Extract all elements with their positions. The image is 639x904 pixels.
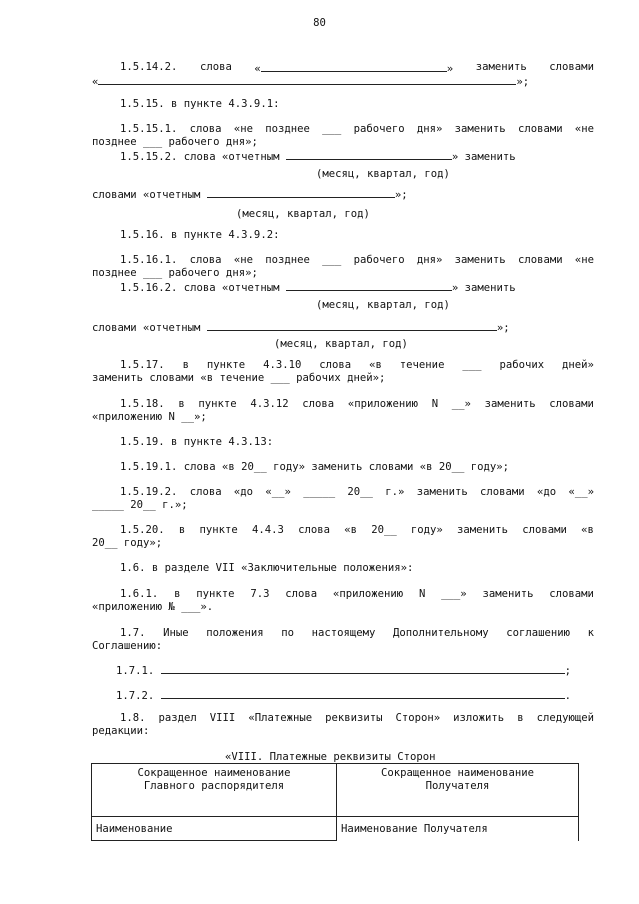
w: рабочего <box>353 254 405 266</box>
clause-1-5-20 <box>120 524 594 536</box>
text: » заменить <box>451 151 516 163</box>
w: слова <box>189 123 222 135</box>
w: 1.5.19.2. <box>120 486 178 498</box>
w: «не <box>233 123 253 135</box>
w: «__» <box>265 486 291 498</box>
w: слова <box>189 254 222 266</box>
clause-number: 1.7.1. <box>116 665 155 677</box>
w: словами <box>517 254 563 266</box>
text: ; <box>564 665 572 677</box>
clause-1-8-line2: редакции: <box>92 725 150 737</box>
w: «в <box>369 359 382 371</box>
blank-line <box>207 320 497 331</box>
clause-1-7-2 <box>116 688 571 702</box>
w: 1.7. <box>120 627 146 639</box>
w: 1.5.17. <box>120 359 165 371</box>
text: 1.5.16.2. слова «отчетным <box>120 282 280 294</box>
w: N <box>431 398 439 410</box>
w: пункте <box>206 359 246 371</box>
w: VIII <box>209 712 236 724</box>
w: в <box>517 712 524 724</box>
clause-1-5-14-2-continuation <box>92 74 529 88</box>
w: 1.5.15.1. <box>120 123 178 135</box>
header-recipient: Сокращенное наименование Получателя <box>337 764 579 817</box>
clause-1-5-19-2 <box>120 486 594 498</box>
w: к <box>587 627 594 639</box>
blank-line <box>98 74 516 85</box>
table-row <box>92 817 579 841</box>
w: в <box>182 359 189 371</box>
w: заменить <box>457 524 509 536</box>
word: заменить <box>475 61 527 73</box>
clause-1-5-16-2 <box>120 280 516 294</box>
clause-1-5-17 <box>120 359 594 371</box>
w: дней» <box>562 359 594 371</box>
clause-1-5-15: 1.5.15. в пункте 4.3.9.1: <box>120 98 280 110</box>
w: заменить <box>454 254 506 266</box>
w: слова <box>302 398 335 410</box>
w: рабочего <box>353 123 405 135</box>
w: заменить <box>416 486 468 498</box>
recipient-name-cell: Наименование Получателя <box>337 817 579 841</box>
w: «до <box>233 486 254 498</box>
clause-1-6: 1.6. в разделе VII «Заключительные положения»: <box>120 562 414 574</box>
quote-open: « <box>92 76 99 88</box>
table-header-row <box>92 764 579 817</box>
w: ___ <box>462 359 482 371</box>
hint-month-quarter-year: (месяц, квартал, год) <box>274 338 408 350</box>
clause-number: 1.7.2. <box>116 690 155 702</box>
w: N <box>418 588 426 600</box>
w: 1.5.16.1. <box>120 254 178 266</box>
w: 20__ <box>371 524 397 536</box>
name-cell: Наименование <box>92 817 337 841</box>
w: «__» <box>568 486 594 498</box>
w: словами <box>522 524 567 536</box>
w: слова <box>285 588 318 600</box>
w: __» <box>451 398 471 410</box>
w: рабочих <box>499 359 545 371</box>
blank-line <box>261 61 447 72</box>
w: Иные <box>163 627 189 639</box>
text: » заменить <box>451 282 516 294</box>
clause-1-7-1 <box>116 663 571 677</box>
w: течение <box>399 359 445 371</box>
w: реквизиты <box>325 712 383 724</box>
w: позднее <box>265 254 310 266</box>
w: словами <box>549 398 594 410</box>
w: «приложению <box>347 398 419 410</box>
table-bottom-rule <box>91 840 336 841</box>
clause-1-6-1 <box>120 588 594 600</box>
blank-line <box>161 688 565 699</box>
clause-1-5-20-line2: 20__ году»; <box>92 537 163 549</box>
blank-line <box>161 663 565 674</box>
w: заменить <box>454 123 506 135</box>
quoted-blank <box>254 61 453 75</box>
w: «не <box>574 254 594 266</box>
w: ___ <box>322 123 342 135</box>
w: в <box>178 398 185 410</box>
word: слова <box>199 61 232 73</box>
w: «не <box>574 123 594 135</box>
clause-1-7 <box>120 627 594 639</box>
blank-line <box>286 149 452 160</box>
w: заменить <box>482 588 534 600</box>
w: по <box>281 627 294 639</box>
w: положения <box>206 627 264 639</box>
text: 1.5.15.2. слова «отчетным <box>120 151 280 163</box>
w: дня» <box>416 123 443 135</box>
w: «в <box>344 524 357 536</box>
clause-1-5-15-2 <box>120 149 516 163</box>
w: «Платежные <box>248 712 313 724</box>
w: словами <box>480 486 525 498</box>
clause-1-5-17-line2: заменить словами «в течение ___ рабочих дней»; <box>92 372 386 384</box>
w: пункте <box>199 524 238 536</box>
clause-1-8 <box>120 712 594 724</box>
clause-1-5-19: 1.5.19. в пункте 4.3.13: <box>120 436 274 448</box>
w: заменить <box>484 398 536 410</box>
w: 7.3 <box>250 588 270 600</box>
w: соглашению <box>506 627 570 639</box>
w: 1.5.20. <box>120 524 165 536</box>
quote-open: « <box>254 63 261 75</box>
clause-1-5-16: 1.5.16. в пункте 4.3.9.2: <box>120 229 280 241</box>
w: пункте <box>198 398 237 410</box>
clause-1-5-16-1-line2: позднее ___ рабочего дня»; <box>92 267 258 279</box>
clause-1-5-18 <box>120 398 594 410</box>
clause-1-6-1-line2: «приложению № ___». <box>92 601 214 613</box>
page-number: 80 <box>313 17 326 29</box>
w: позднее <box>265 123 310 135</box>
clause-1-5-18-line2: «приложению N __»; <box>92 411 207 423</box>
w: изложить <box>453 712 505 724</box>
w: «в <box>581 524 594 536</box>
blank-line <box>286 280 452 291</box>
w: 4.3.10 <box>263 359 302 371</box>
w: _____ <box>303 486 336 498</box>
w: 1.6.1. <box>120 588 159 600</box>
w: в <box>178 524 186 536</box>
w: Сторон» <box>395 712 441 724</box>
text: »; <box>496 322 510 334</box>
clause-1-5-15-1-line2: позднее ___ рабочего дня»; <box>92 136 258 148</box>
w: «до <box>537 486 557 498</box>
clause-1-5-15-1 <box>120 123 594 135</box>
w: г.» <box>385 486 405 498</box>
header-chief-manager: Сокращенное наименование Главного распорядителя <box>92 764 337 817</box>
clause-1-5-19-1: 1.5.19.1. слова «в 20__ году» заменить словами «в 20__ году»; <box>120 461 510 473</box>
w: следующей <box>536 712 594 724</box>
w: ___ <box>322 254 342 266</box>
section-title: «VIII. Платежные реквизиты Сторон <box>225 751 436 763</box>
text: словами «отчетным <box>92 322 201 334</box>
w: пункте <box>196 588 235 600</box>
quote-close: »; <box>516 76 530 88</box>
clause-number: 1.5.14.2. <box>120 61 178 73</box>
text: . <box>564 690 572 702</box>
hint-month-quarter-year: (месяц, квартал, год) <box>316 168 450 180</box>
w: ___» <box>441 588 467 600</box>
w: словами <box>517 123 563 135</box>
clause-1-7-line2: Соглашению: <box>92 640 163 652</box>
w: 1.8. <box>120 712 146 724</box>
w: слова <box>298 524 330 536</box>
payment-details-table <box>91 763 579 841</box>
word: словами <box>549 61 594 73</box>
w: «приложению <box>332 588 404 600</box>
words-otchetnym <box>92 320 510 334</box>
quote-close: » <box>446 63 454 75</box>
w: 1.5.18. <box>120 398 165 410</box>
clause-1-5-16-1 <box>120 254 594 266</box>
w: году» <box>410 524 443 536</box>
w: настоящему <box>311 627 376 639</box>
w: слова <box>319 359 352 371</box>
text: »; <box>394 189 408 201</box>
w: слова <box>189 486 222 498</box>
w: Дополнительному <box>392 627 489 639</box>
blank-line <box>207 187 395 198</box>
w: 4.4.3 <box>251 524 284 536</box>
text: словами «отчетным <box>92 189 201 201</box>
w: «не <box>233 254 253 266</box>
hint-month-quarter-year: (месяц, квартал, год) <box>316 299 450 311</box>
w: раздел <box>158 712 197 724</box>
clause-1-5-14-2 <box>120 61 594 75</box>
w: дня» <box>416 254 443 266</box>
words-otchetnym <box>92 187 408 201</box>
hint-month-quarter-year: (месяц, квартал, год) <box>236 208 370 220</box>
clause-1-5-19-2-line2: _____ 20__ г.»; <box>92 499 188 511</box>
w: 20__ <box>347 486 373 498</box>
w: в <box>174 588 181 600</box>
w: словами <box>549 588 594 600</box>
w: 4.3.12 <box>250 398 289 410</box>
